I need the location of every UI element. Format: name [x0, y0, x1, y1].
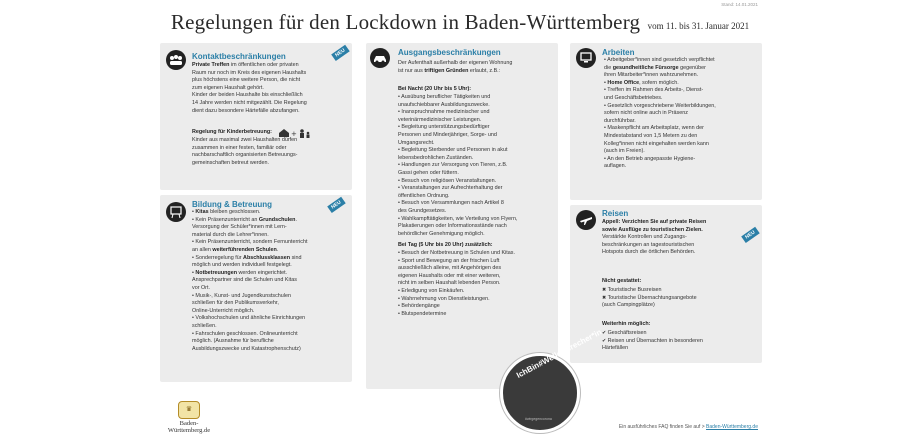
- reisen-text: [602, 219, 706, 257]
- text-segment: Härtefällen: [602, 345, 629, 352]
- text-segment: Touristische Busreisen: [607, 287, 662, 293]
- text-segment: Versorgung der Schüler*innen mit Lern-: [192, 224, 287, 231]
- text-line: [604, 72, 716, 80]
- text-line: nachbarschaftlich organisierten Betreuungs-: [192, 152, 298, 159]
- text-line: [192, 100, 347, 108]
- text-line: [398, 193, 517, 201]
- text-line: [192, 232, 352, 240]
- text-segment: auflagen.: [604, 163, 627, 170]
- text-segment: .: [276, 246, 279, 253]
- bold-text: triftigen Gründen: [424, 67, 469, 74]
- text-segment: Kinder der beiden Haushalte bis einschließlich: [192, 92, 303, 99]
- text-line: [602, 302, 697, 310]
- text-segment: erlaubt, z.B.:: [468, 67, 501, 74]
- panel-title: Bildung & Betreuung: [192, 200, 272, 209]
- text-segment: schließen für den Publikumsverkehr,: [192, 300, 279, 307]
- panel-arbeiten: [570, 43, 762, 200]
- text-segment: Verstärkte Kontrollen und Zugangs-: [602, 234, 687, 241]
- bold-text: weiterführenden Schulen: [212, 246, 277, 253]
- text-line: [398, 140, 517, 148]
- text-line: [604, 103, 716, 111]
- text-line: [602, 345, 703, 353]
- text-segment: plus höchstens eine weitere Person, die nicht: [192, 77, 301, 84]
- text-segment: Touristische Übernachtungsangebote: [607, 294, 697, 301]
- text-line: [192, 70, 347, 78]
- house-family-icon: [278, 125, 312, 138]
- ausgang-intro: [398, 60, 512, 75]
- text-line: [192, 346, 352, 354]
- text-line: [192, 85, 347, 93]
- badge-line: Bin: [525, 360, 541, 375]
- nacht-list: [398, 94, 517, 238]
- text-line: [398, 223, 517, 231]
- text-line: [398, 296, 515, 304]
- weiter-list: [602, 330, 703, 353]
- text-line: [398, 109, 517, 117]
- panel-title: Reisen: [602, 209, 629, 218]
- text-segment: Gesetzlich vorgeschriebene Weiterbildungen,: [607, 102, 716, 109]
- text-line: [398, 68, 512, 76]
- text-segment: vor Ort.: [192, 284, 210, 291]
- text-segment: veterinärmedizinischer Leistungen.: [398, 116, 482, 123]
- text-line: [398, 231, 517, 239]
- badge-line: #Wellen: [536, 346, 568, 369]
- text-line: [192, 285, 352, 293]
- car-icon: [370, 48, 390, 68]
- text-line: [192, 217, 352, 225]
- text-line: [602, 242, 706, 250]
- text-segment: durchführbar.: [604, 117, 636, 124]
- text-segment: ihren Mitarbeiter*innen wahrzunehmen.: [604, 72, 699, 79]
- text-line: [398, 162, 517, 170]
- bildung-text: [192, 209, 352, 353]
- weiter-title: Weiterhin möglich:: [602, 321, 651, 327]
- text-line: [602, 295, 697, 303]
- text-segment: Mindestabstand von 1,5 Metern zu den: [604, 132, 698, 139]
- text-segment: material durch die Lehrer*innen.: [192, 231, 269, 238]
- text-segment: Maskenpflicht am Arbeitsplatz, wenn der: [607, 125, 704, 132]
- text-segment: (auch Campingplätze): [602, 302, 655, 309]
- text-segment: werden eingerichtet.: [237, 269, 288, 276]
- panel-title: Ausgangsbeschränkungen: [398, 48, 501, 57]
- text-segment: Raum nur noch im Kreis des eigenen Haushalts: [192, 69, 307, 76]
- panel-kontakt: [160, 43, 352, 190]
- panel-title: Arbeiten: [602, 48, 635, 57]
- text-line: [602, 330, 703, 338]
- text-line: [604, 87, 716, 95]
- bold-text: Grundschulen: [258, 216, 296, 223]
- text-line: [604, 133, 716, 141]
- text-segment: Wahrnehmung von Dienstleistungen.: [401, 295, 490, 302]
- text-segment: lebensbedrohlichen Zuständen.: [398, 154, 474, 161]
- text-segment: Musik-, Kunst- und Jugendkunstschulen: [195, 292, 291, 299]
- text-line: [398, 155, 517, 163]
- kontakt-text: [192, 62, 347, 115]
- text-line: [602, 227, 706, 235]
- text-segment: Wahlkampftätigkeiten, wie Verteilung von Flyern,: [401, 215, 518, 222]
- wellenbrecher-badge: [500, 327, 604, 433]
- text-segment: Ausbildungszwecke und Katastrophenschutz): [192, 345, 301, 352]
- text-line: [398, 60, 512, 68]
- text-segment: schließen.: [192, 322, 217, 329]
- text-segment: dient dazu besondere Härtefälle abzufangen.: [192, 107, 300, 114]
- text-line: [192, 270, 352, 278]
- text-segment: des Grundgesetzes.: [398, 207, 447, 214]
- text-segment: sind: [290, 254, 302, 261]
- text-segment: Besuch von Versammlungen nach Artikel 8: [401, 200, 504, 207]
- text-line: [192, 108, 347, 116]
- text-segment: Erledigung von Einkäufen.: [401, 287, 465, 294]
- text-segment: im öffentlichen oder privaten: [229, 62, 299, 68]
- text-segment: Kein Präsenzunterricht an: [195, 216, 259, 223]
- text-segment: .: [295, 216, 297, 223]
- text-segment: öffentlichen Ordnung.: [398, 192, 450, 199]
- nicht-title: Nicht gestattet:: [602, 278, 642, 284]
- text-line: [398, 94, 517, 102]
- panel-reisen: [570, 205, 762, 363]
- new-badge: NEU: [741, 227, 759, 243]
- text-segment: behördlicher Genehmigung möglich.: [398, 230, 485, 237]
- text-segment: und Geschäftsbetriebes.: [604, 94, 663, 101]
- text-segment: unaufschiebbarer Ausbildungszwecke.: [398, 101, 490, 108]
- text-line: [398, 124, 517, 132]
- text-segment: an allen: [192, 246, 213, 253]
- text-segment: Sonderregelung für: [195, 254, 244, 261]
- bold-text: Notbetreuungen: [195, 269, 238, 276]
- bold-text: gesundheitliche Fürsorge: [612, 64, 679, 71]
- text-segment: Handlungen zur Versorgung von Tieren, z.B.: [401, 162, 508, 169]
- text-line: [192, 323, 352, 331]
- text-line: [604, 110, 716, 118]
- text-segment: Fahrschulen geschlossen. Onlineunterricht: [195, 330, 298, 337]
- text-line: [604, 125, 716, 133]
- text-line: [604, 80, 716, 88]
- text-segment: Volkshochschulen und ähnliche Einrichtungen: [195, 315, 306, 322]
- text-line: [398, 117, 517, 125]
- text-line: [398, 258, 515, 266]
- text-segment: Geschäftsreisen: [607, 330, 647, 336]
- text-segment: Gassi gehen oder füttern.: [398, 169, 459, 176]
- footer-link[interactable]: Baden-Württemberg.de: [706, 424, 758, 430]
- tag-title: Bei Tag (5 Uhr bis 20 Uhr) zusätzlich:: [398, 242, 493, 248]
- text-line: [192, 277, 352, 285]
- text-line: [604, 118, 716, 126]
- text-line: [398, 265, 515, 273]
- text-segment: Inanspruchnahme medizinischer und: [401, 109, 490, 116]
- bold-text: Private Treffen: [192, 62, 230, 68]
- airplane-icon: [576, 210, 596, 230]
- text-line: [604, 65, 716, 73]
- text-line: [192, 77, 347, 85]
- text-segment: ausschließlich alleine, mit Angehörigen des: [398, 265, 502, 272]
- text-segment: beschränkungen an tagestouristischen: [602, 241, 695, 248]
- date-stamp: Stand: 14.01.2021: [721, 2, 758, 7]
- text-segment: Ausübung beruflicher Tätigkeiten und: [401, 94, 491, 100]
- text-segment: sofern nicht online auch in Präsenz: [604, 110, 688, 117]
- text-line: [398, 311, 515, 319]
- text-line: [398, 273, 515, 281]
- text-segment: gegenüber: [678, 64, 706, 71]
- text-line: [192, 308, 352, 316]
- text-segment: Umgangsrecht.: [398, 139, 435, 146]
- bold-text: Appell: Verzichten Sie auf private Reisen: [602, 219, 707, 225]
- text-segment: Besuch der Notbetreuung in Schulen und Kitas.: [401, 250, 515, 256]
- text-line: [192, 224, 352, 232]
- badge-subtext: #wirgegencorona: [525, 417, 552, 421]
- nicht-list: [602, 287, 697, 310]
- text-segment: Der Aufenthalt außerhalb der eigenen Wohnung: [398, 60, 513, 66]
- text-line: [192, 239, 352, 247]
- text-line: [192, 338, 352, 346]
- text-segment: , sofern möglich.: [639, 79, 679, 86]
- text-line: [398, 200, 517, 208]
- text-line: [398, 147, 517, 155]
- text-segment: möglich. (Ausnahme für berufliche: [192, 338, 274, 345]
- text-segment: Blutspendetermine: [401, 310, 447, 317]
- text-line: [192, 62, 347, 70]
- text-line: [604, 148, 716, 156]
- text-line: [192, 255, 352, 263]
- text-segment: möglich und werden individuell festgelegt.: [192, 262, 292, 269]
- text-line: [602, 287, 697, 295]
- kinder-text: [192, 137, 297, 167]
- monitor-icon: [576, 48, 596, 68]
- bw-logo: [159, 401, 219, 434]
- arbeiten-text: [604, 57, 716, 171]
- badge-line: Ich: [515, 366, 530, 380]
- text-line: [602, 219, 706, 227]
- page-title: Regelungen für den Lockdown in Baden-Württemberg: [170, 10, 641, 34]
- text-line: [192, 92, 347, 100]
- new-badge: NEU: [331, 45, 349, 61]
- text-segment: eigenen Haushalts oder mit einer weiteren,: [398, 272, 501, 279]
- text-segment: Personen und Minderjähriger, Sorge- und: [398, 131, 497, 138]
- text-segment: Kein Präsenzunterricht, sondern Fernunterricht: [195, 239, 308, 246]
- tag-list: [398, 250, 515, 318]
- text-segment: Besuch von religiösen Veranstaltungen.: [401, 177, 497, 184]
- text-segment: zum eigenen Haushalt gehört.: [192, 84, 264, 91]
- text-line: [398, 280, 515, 288]
- kinder-title: Regelung für Kinderbetreuung:: [192, 129, 272, 135]
- text-line: [602, 234, 706, 242]
- text-line: [398, 102, 517, 110]
- bold-text: sowie Ausflüge zu touristischen Zielen.: [602, 226, 703, 233]
- school-board-icon: [166, 202, 186, 222]
- text-segment: Online-Unterricht möglich.: [192, 307, 255, 314]
- text-line: gemeinschaften betreut werden.: [192, 159, 270, 166]
- text-line: [398, 170, 517, 178]
- text-line: [192, 300, 352, 308]
- text-line: [602, 338, 703, 346]
- text-segment: Behördengänge: [401, 303, 440, 310]
- text-segment: Arbeitgeber*innen sind gesetzlich verpflichtet: [607, 57, 715, 63]
- bold-text: Abschlussklassen: [243, 254, 291, 261]
- text-line: [604, 156, 716, 164]
- text-line: [192, 247, 352, 255]
- footer-note: [619, 424, 758, 430]
- text-segment: Begleitung Sterbender und Personen in akut: [401, 147, 508, 154]
- svg-text:+: +: [291, 130, 297, 138]
- text-line: [602, 249, 706, 257]
- text-line: [604, 141, 716, 149]
- text-line: [398, 303, 515, 311]
- text-segment: Kolleg*innen nicht eingehalten werden kann: [604, 140, 709, 147]
- text-segment: Begleitung unterstützungsbedürftiger: [401, 124, 490, 131]
- text-segment: An den Betrieb angepasste Hygiene-: [607, 155, 696, 162]
- text-line: [604, 163, 716, 171]
- text-line: [398, 178, 517, 186]
- text-line: [192, 262, 352, 270]
- page-title-row: [0, 10, 920, 35]
- text-segment: Hotspots durch die örtlichen Behörden.: [602, 249, 696, 256]
- text-line: [398, 216, 517, 224]
- text-line: [604, 57, 716, 65]
- text-line: Kinder aus maximal zwei Haushalten dürfen: [192, 137, 298, 143]
- text-line: [192, 209, 352, 217]
- text-line: [192, 293, 352, 301]
- panel-ausgang: [366, 43, 558, 389]
- text-segment: bleiben geschlossen.: [208, 209, 261, 215]
- text-line: [398, 185, 517, 193]
- footer-text: Ein ausführliches FAQ finden Sie auf >: [618, 424, 707, 430]
- text-segment: Veranstaltungen zur Aufrechterhaltung der: [401, 185, 503, 192]
- page-subtitle: vom 11. bis 31. Januar 2021: [647, 21, 750, 31]
- bold-text: Home Office: [607, 79, 640, 86]
- text-line: [398, 132, 517, 140]
- bold-text: Kitas: [195, 209, 209, 215]
- text-segment: nicht im selben Haushalt lebenden Person.: [398, 280, 501, 287]
- panel-bildung: [160, 195, 352, 382]
- badge-line: Brecher*in: [563, 327, 604, 355]
- text-line: [398, 208, 517, 216]
- text-segment: die: [604, 64, 613, 71]
- coat-of-arms-icon: ♛: [178, 401, 200, 419]
- nacht-title: Bei Nacht (20 Uhr bis 5 Uhr):: [398, 86, 472, 92]
- text-segment: 14 Jahre werden nicht mitgezählt. Die Regelung: [192, 99, 307, 106]
- text-line: zusammen in einer festen, familiär oder: [192, 144, 287, 151]
- text-line: [192, 315, 352, 323]
- text-segment: ist nur aus: [398, 67, 425, 74]
- text-line: [398, 288, 515, 296]
- text-segment: Reisen und Übernachten in besonderen: [607, 337, 703, 344]
- text-segment: (auch im Freien).: [604, 148, 645, 155]
- text-line: [398, 250, 515, 258]
- text-line: [604, 95, 716, 103]
- logo-text: Baden-Württemberg.de: [167, 420, 211, 434]
- new-badge: NEU: [327, 197, 345, 213]
- panel-title: Kontaktbeschränkungen: [192, 52, 286, 61]
- text-segment: Ansprechpartner sind die Schulen und Kitas: [192, 277, 297, 284]
- text-segment: Treffen im Rahmen des Arbeits-, Dienst-: [607, 87, 704, 94]
- people-group-icon: [166, 50, 186, 70]
- text-segment: Sport und Bewegung an der frischen Luft: [401, 257, 500, 264]
- text-line: [192, 331, 352, 339]
- text-segment: Plakatierungen oder Informationsstände nach: [398, 223, 507, 230]
